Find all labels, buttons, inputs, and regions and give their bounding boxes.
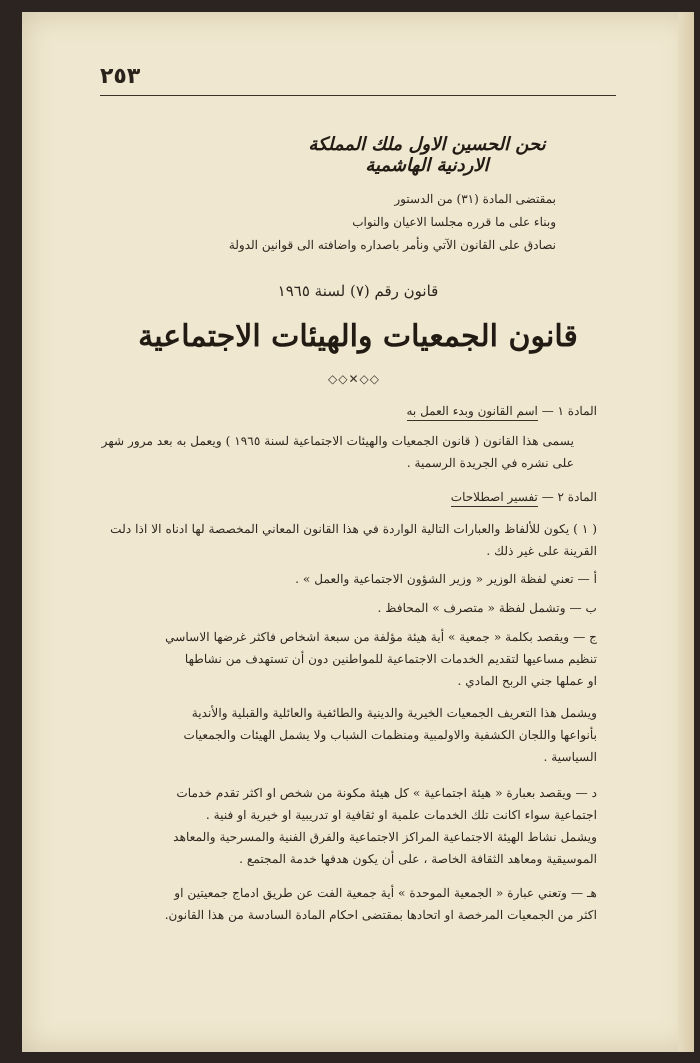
item-j-line: او عملها جني الربح المادي . bbox=[457, 674, 597, 688]
item-h-line: اكثر من الجمعيات المرخصة او اتحادها بمقتضى احكام المادة السادسة من هذا القانون. bbox=[164, 908, 597, 922]
item-j-note bbox=[97, 702, 597, 768]
item-d-line: د — ويقصد بعبارة « هيئة اجتماعية » كل هيئة مكونة من شخص او اكثر تقدم خدمات bbox=[176, 786, 597, 800]
item-d-line: الموسيقية ومعاهد الثقافة الخاصة ، على أن يكون هدفها خدمة المجتمع . bbox=[239, 852, 597, 866]
item-a: أ — تعني لفظة الوزير « وزير الشؤون الاجتماعية والعمل » . bbox=[295, 572, 597, 586]
item-h bbox=[97, 882, 597, 926]
article-2-header bbox=[451, 490, 597, 504]
preamble-line-3: نصادق على القانون الآتي ونأمر باصداره واضافته الى قوانين الدولة bbox=[228, 238, 556, 252]
ornament-divider: ◇◇✕◇◇ bbox=[328, 372, 380, 386]
law-number: قانون رقم (٧) لسنة ١٩٦٥ bbox=[277, 282, 439, 300]
page-edge bbox=[678, 12, 694, 1052]
article-1-heading: اسم القانون وبدء العمل به bbox=[407, 404, 538, 421]
intro-line: ( ١ ) يكون للألفاظ والعبارات التالية الواردة في هذا القانون المعاني المخصصة لها ادناه الا اذا دلت bbox=[110, 522, 597, 536]
law-title: قانون الجمعيات والهيئات الاجتماعية bbox=[138, 319, 578, 354]
item-j-line: تنظيم مساعيها لتقديم الخدمات الاجتماعية للمواطنين دون أن تستهدف من نشاطها bbox=[184, 652, 597, 666]
item-d bbox=[97, 782, 597, 870]
intro-line: القرينة على غير ذلك . bbox=[486, 544, 597, 558]
article-2-heading: تفسير اصطلاحات bbox=[451, 490, 538, 507]
preamble-line-2: وبناء على ما قرره مجلسا الاعيان والنواب bbox=[352, 215, 556, 229]
page-number: ٢٥٣ bbox=[100, 64, 141, 89]
item-d-line: ويشمل نشاط الهيئة الاجتماعية المراكز الاجتماعية والفرق الفنية والمسرحية والمعاهد bbox=[173, 830, 597, 844]
note-line: السياسية . bbox=[543, 750, 597, 764]
item-j-line: ج — ويقصد بكلمة « جمعية » أية هيئة مؤلفة من سبعة اشخاص فاكثر غرضها الاساسي bbox=[165, 630, 597, 644]
article-2-intro bbox=[97, 518, 597, 562]
article-1-label: المادة ١ — bbox=[541, 404, 597, 418]
item-j bbox=[97, 626, 597, 692]
article-1-line: يسمى هذا القانون ( قانون الجمعيات والهيئات الاجتماعية لسنة ١٩٦٥ ) ويعمل به بعد مرور شهر bbox=[101, 434, 574, 448]
preamble-line-1: بمقتضى المادة (٣١) من الدستور bbox=[394, 192, 556, 206]
article-1-header bbox=[407, 404, 598, 418]
article-2-label: المادة ٢ — bbox=[541, 490, 597, 504]
article-1-line: على نشره في الجريدة الرسمية . bbox=[406, 456, 574, 470]
note-line: ويشمل هذا التعريف الجمعيات الخيرية والدينية والطائفية والعائلية والقبلية والأندية bbox=[191, 706, 597, 720]
header-rule bbox=[100, 95, 616, 96]
royal-header: نحن الحسين الاول ملك المملكة الاردنية الهاشمية bbox=[308, 134, 546, 176]
item-b: ب — وتشمل لفظة « متصرف » المحافظ . bbox=[377, 601, 597, 615]
note-line: بأنواعها واللجان الكشفية والاولمبية ومنظمات الشباب ولا يشمل الهيئات والجمعيات bbox=[183, 728, 597, 742]
item-d-line: اجتماعية سواء اكانت تلك الخدمات علمية او ثقافية او تدريبية او خيرية او فنية . bbox=[205, 808, 597, 822]
article-1-text bbox=[94, 430, 574, 474]
item-h-line: هـ — وتعني عبارة « الجمعية الموحدة » أية جمعية الفت عن طريق ادماج جمعيتين او bbox=[174, 886, 597, 900]
document-page bbox=[22, 12, 694, 1052]
